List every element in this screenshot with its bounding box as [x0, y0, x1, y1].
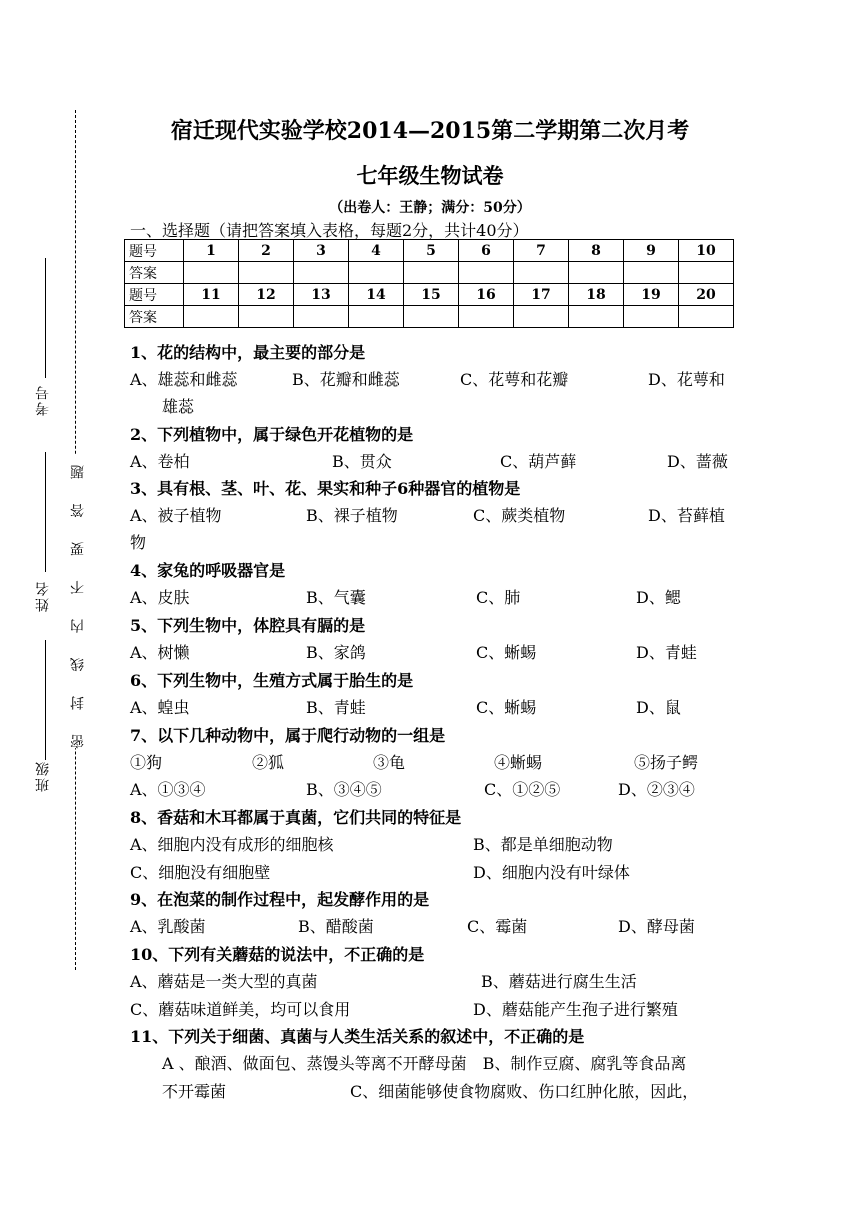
question-stem: 7、以下几种动物中，属于爬行动物的一组是 [130, 726, 446, 745]
question-stem: 10、下列有关蘑菇的说法中，不正确的是 [130, 945, 425, 964]
option: C、细胞没有细胞壁 [130, 863, 271, 882]
option: D、苔藓植 [648, 506, 725, 525]
option: D、鼠 [636, 698, 681, 717]
number-cell: 13 [294, 284, 349, 306]
option: A、乳酸菌 [130, 917, 206, 936]
option: D、②③④ [618, 780, 695, 799]
option: A、蝗虫 [130, 698, 190, 717]
option: B、③④⑤ [306, 780, 382, 799]
answer-cell[interactable] [679, 306, 734, 328]
answer-cell[interactable] [514, 262, 569, 284]
option-continuation: 物 [130, 533, 147, 552]
option-line: A 、酿酒、做面包、蒸馒头等离不开酵母菌 B、制作豆腐、腐乳等食品离 [162, 1054, 687, 1073]
answer-cell[interactable] [404, 306, 459, 328]
option: B、气囊 [306, 588, 366, 607]
option: B、花瓣和雌蕊 [292, 370, 400, 389]
item: ①狗 [130, 753, 163, 772]
option: B、贯众 [332, 452, 392, 471]
answer-cell[interactable] [514, 306, 569, 328]
table-row [125, 306, 734, 328]
question-stem: 4、家兔的呼吸器官是 [130, 561, 286, 580]
number-cell: 10 [679, 240, 734, 262]
number-cell: 17 [514, 284, 569, 306]
option: D、鳃 [636, 588, 681, 607]
number-cell: 9 [624, 240, 679, 262]
exam-title: 宿迁现代实验学校2014—2015第二学期第二次月考 [170, 118, 690, 144]
row-label-answer: 答案 [125, 306, 184, 328]
option: A、树懒 [130, 643, 190, 662]
option: C、霉菌 [467, 917, 528, 936]
number-cell: 7 [514, 240, 569, 262]
number-cell: 1 [184, 240, 239, 262]
table-row [125, 240, 734, 262]
option: C、蜥蜴 [476, 698, 537, 717]
answer-cell[interactable] [239, 306, 294, 328]
name-blank [45, 452, 46, 572]
number-cell: 6 [459, 240, 514, 262]
answer-cell[interactable] [239, 262, 294, 284]
question-stem: 9、在泡菜的制作过程中，起发酵作用的是 [130, 890, 430, 909]
option: A、被子植物 [130, 506, 222, 525]
answer-cell[interactable] [349, 262, 404, 284]
question-stem: 6、下列生物中，生殖方式属于胎生的是 [130, 671, 414, 690]
answer-cell[interactable] [294, 262, 349, 284]
option: C、蕨类植物 [473, 506, 566, 525]
answer-cell[interactable] [294, 306, 349, 328]
option: B、醋酸菌 [298, 917, 374, 936]
option: B、家鸽 [306, 643, 366, 662]
answer-cell[interactable] [459, 262, 514, 284]
option: D、青蛙 [636, 643, 697, 662]
number-cell: 4 [349, 240, 404, 262]
number-cell: 19 [624, 284, 679, 306]
item: ④蜥蜴 [494, 753, 543, 772]
number-cell: 2 [239, 240, 294, 262]
option: D、酵母菌 [618, 917, 695, 936]
answer-table [124, 239, 734, 328]
class-blank [45, 640, 46, 760]
option: C、蘑菇味道鲜美，均可以食用 [130, 1000, 351, 1019]
number-cell: 16 [459, 284, 514, 306]
answer-cell[interactable] [184, 306, 239, 328]
number-cell: 14 [349, 284, 404, 306]
answer-cell[interactable] [349, 306, 404, 328]
answer-cell[interactable] [184, 262, 239, 284]
exam-no-label: 考号 [35, 384, 51, 416]
number-cell: 3 [294, 240, 349, 262]
answer-cell[interactable] [404, 262, 459, 284]
answer-cell[interactable] [624, 262, 679, 284]
option: D、蘑菇能产生孢子进行繁殖 [473, 1000, 678, 1019]
option: A、雄蕊和雌蕊 [130, 370, 238, 389]
option: B、蘑菇进行腐生生活 [481, 972, 637, 991]
option: D、花萼和 [648, 370, 725, 389]
option: A、细胞内没有成形的细胞核 [130, 835, 334, 854]
option: C、肺 [476, 588, 521, 607]
number-cell: 8 [569, 240, 624, 262]
option-line: 不开霉菌 [162, 1082, 227, 1101]
number-cell: 15 [404, 284, 459, 306]
question-stem: 5、下列生物中，体腔具有膈的是 [130, 616, 366, 635]
question-stem: 3、具有根、茎、叶、花、果实和种子6种器官的植物是 [130, 479, 521, 498]
option: D、细胞内没有叶绿体 [473, 863, 630, 882]
item: ②狐 [252, 753, 285, 772]
answer-cell[interactable] [624, 306, 679, 328]
option-line: C、细菌能够使食物腐败、伤口红肿化脓，因此， [350, 1082, 699, 1101]
question-stem: 2、下列植物中，属于绿色开花植物的是 [130, 425, 414, 444]
option: C、①②⑤ [484, 780, 561, 799]
question-stem: 11、下列关于细菌、真菌与人类生活关系的叙述中，不正确的是 [130, 1027, 585, 1046]
option: D、蔷薇 [667, 452, 728, 471]
question-stem: 1、花的结构中，最主要的部分是 [130, 343, 366, 362]
row-label-answer: 答案 [125, 262, 184, 284]
name-label: 姓名 [35, 580, 51, 612]
row-label-number: 题号 [125, 240, 184, 262]
option: C、花萼和花瓣 [460, 370, 569, 389]
option: B、裸子植物 [306, 506, 398, 525]
table-row [125, 284, 734, 306]
question-stem: 8、香菇和木耳都属于真菌，它们共同的特征是 [130, 808, 462, 827]
exam-info: （出卷人：王静；满分：50分） [329, 200, 531, 216]
class-label: 班级 [35, 760, 51, 792]
answer-cell[interactable] [459, 306, 514, 328]
number-cell: 5 [404, 240, 459, 262]
exam-no-blank [45, 258, 46, 378]
exam-subtitle: 七年级生物试卷 [356, 163, 504, 188]
item: ③龟 [373, 753, 406, 772]
number-cell: 12 [239, 284, 294, 306]
option-continuation: 雄蕊 [162, 397, 195, 416]
table-row [125, 262, 734, 284]
option: C、葫芦藓 [500, 452, 577, 471]
seal-notice: 密 封 线 内 不 要 答 题 [70, 455, 86, 749]
section-heading: 一、选择题（请把答案填入表格，每题2分，共计40分） [130, 221, 529, 240]
option: C、蜥蜴 [476, 643, 537, 662]
option: B、都是单细胞动物 [473, 835, 613, 854]
number-cell: 18 [569, 284, 624, 306]
number-cell: 20 [679, 284, 734, 306]
answer-cell[interactable] [569, 306, 624, 328]
item: ⑤扬子鳄 [634, 753, 699, 772]
option: A、皮肤 [130, 588, 190, 607]
binding-margin [0, 0, 100, 1216]
number-cell: 11 [184, 284, 239, 306]
option: B、青蛙 [306, 698, 366, 717]
option: A、蘑菇是一类大型的真菌 [130, 972, 318, 991]
answer-cell[interactable] [679, 262, 734, 284]
option: A、①③④ [130, 780, 206, 799]
option: A、卷柏 [130, 452, 190, 471]
answer-cell[interactable] [569, 262, 624, 284]
row-label-number: 题号 [125, 284, 184, 306]
